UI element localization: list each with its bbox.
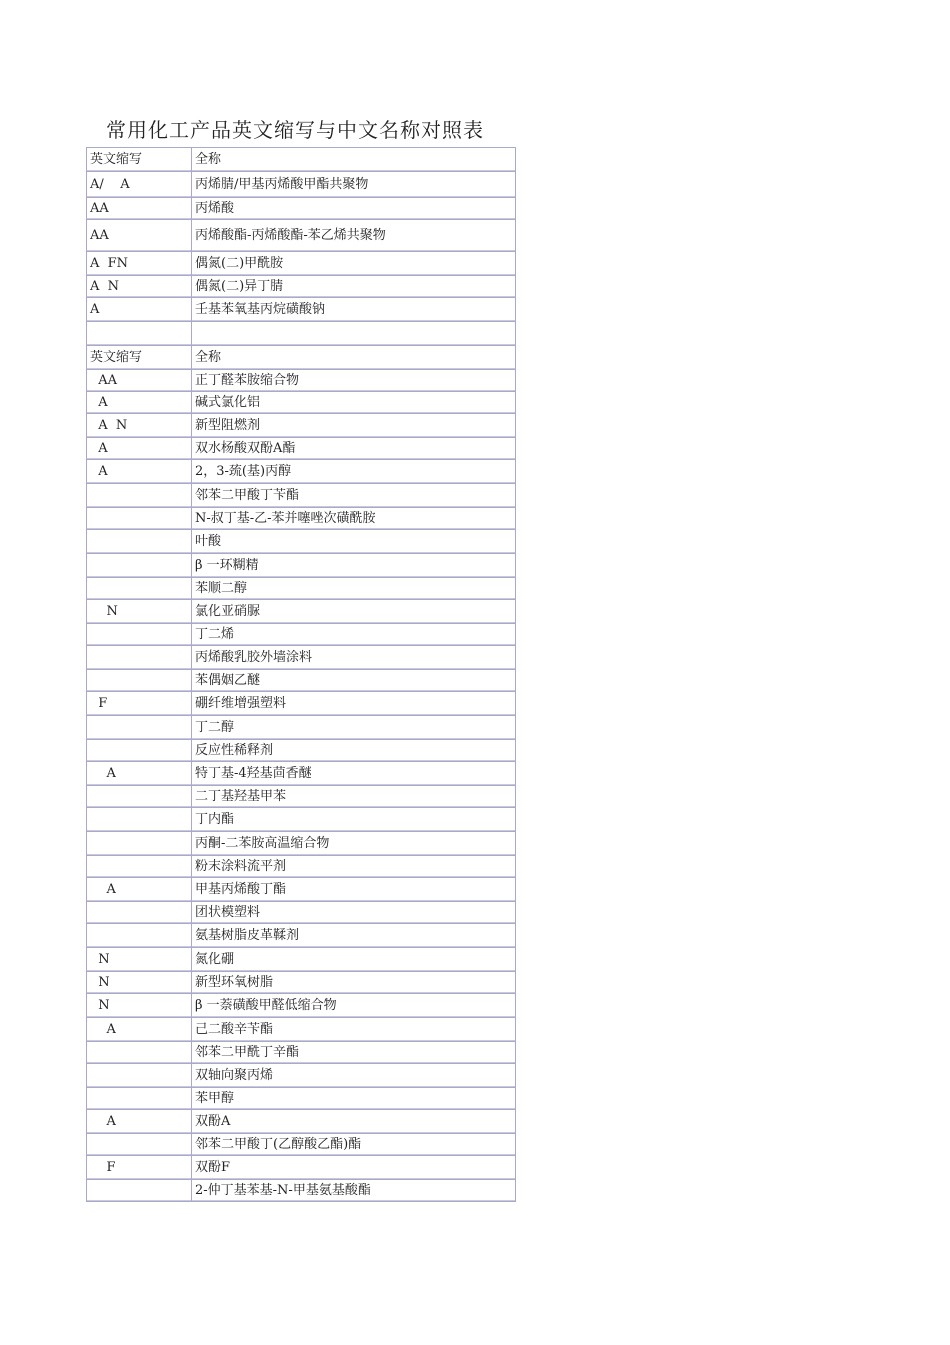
table-row: [87, 578, 516, 600]
fullname-cell: 团状模塑料: [192, 902, 516, 924]
abbreviation-cell: A: [87, 392, 192, 414]
abbreviation-cell: [87, 646, 192, 670]
table-row: [87, 832, 516, 856]
header-abbreviation-cell: 英文缩写: [87, 148, 192, 172]
table-row: [87, 902, 516, 924]
table-header-row: [87, 346, 516, 370]
fullname-cell: 丙烯酸酯-丙烯酸酯-苯乙烯共聚物: [192, 220, 516, 252]
fullname-cell: 丙酮-二苯胺高温缩合物: [192, 832, 516, 856]
fullname-cell: 特丁基-4羟基茴香醚: [192, 762, 516, 786]
abbreviation-cell: [87, 856, 192, 878]
fullname-cell: 甲基丙烯酸丁酯: [192, 878, 516, 902]
fullname-cell: N-叔丁基-乙-苯并噻唑次磺酰胺: [192, 508, 516, 530]
fullname-cell: 氮化硼: [192, 948, 516, 972]
table-row: [87, 1110, 516, 1134]
fullname-cell: 偶氮(二)异丁腈: [192, 276, 516, 298]
table-row: [87, 414, 516, 438]
page-title: 常用化工产品英文缩写与中文名称对照表: [106, 118, 484, 142]
fullname-cell: 邻苯二甲酸丁苄酯: [192, 484, 516, 508]
fullname-cell: 壬基苯氧基丙烷磺酸钠: [192, 298, 516, 322]
table-row: [87, 646, 516, 670]
table-row: [87, 1156, 516, 1180]
fullname-cell: 粉末涂料流平剂: [192, 856, 516, 878]
fullname-cell: 碱式氯化铝: [192, 392, 516, 414]
abbreviation-cell: [87, 808, 192, 832]
abbreviation-cell: A: [87, 438, 192, 460]
table-row: [87, 924, 516, 948]
fullname-cell: 己二酸辛苄酯: [192, 1018, 516, 1042]
table-row: [87, 460, 516, 484]
header-fullname-cell: 全称: [192, 346, 516, 370]
fullname-cell: 新型环氧树脂: [192, 972, 516, 994]
abbreviation-cell: AA: [87, 220, 192, 252]
fullname-cell: 双酚A: [192, 1110, 516, 1134]
abbreviation-cell: N: [87, 948, 192, 972]
abbreviation-cell: A: [87, 878, 192, 902]
fullname-cell: 丁二烯: [192, 624, 516, 646]
header-fullname-cell: 全称: [192, 148, 516, 172]
abbreviation-cell: [87, 670, 192, 692]
abbreviation-cell: [87, 1134, 192, 1156]
table-row: [87, 220, 516, 252]
table-row: [87, 948, 516, 972]
abbreviation-cell: [87, 554, 192, 578]
abbreviation-cell: A FN: [87, 252, 192, 276]
abbreviation-cell: A N: [87, 276, 192, 298]
abbreviation-cell: N: [87, 972, 192, 994]
fullname-cell: 双酚F: [192, 1156, 516, 1180]
table-row: [87, 692, 516, 716]
table-row: [87, 1042, 516, 1064]
table-row: [87, 438, 516, 460]
abbreviation-cell: A: [87, 1110, 192, 1134]
fullname-cell: 丙烯酸: [192, 198, 516, 220]
abbreviation-cell: [87, 484, 192, 508]
fullname-cell: 苯偶姻乙醚: [192, 670, 516, 692]
abbreviation-cell: A/ A: [87, 172, 192, 198]
table-row: [87, 298, 516, 322]
table-row: [87, 198, 516, 220]
fullname-cell: 硼纤维增强塑料: [192, 692, 516, 716]
abbreviation-cell: N: [87, 994, 192, 1018]
abbreviation-cell: AA: [87, 198, 192, 220]
abbreviation-cell: [87, 1042, 192, 1064]
abbreviation-cell: [87, 1088, 192, 1110]
abbreviation-cell: [87, 322, 192, 346]
fullname-cell: 邻苯二甲酸丁(乙醇酸乙酯)酯: [192, 1134, 516, 1156]
abbreviation-cell: F: [87, 1156, 192, 1180]
table-row: [87, 624, 516, 646]
table-header-row: [87, 148, 516, 172]
fullname-cell: 丙烯酸乳胶外墙涂料: [192, 646, 516, 670]
abbreviation-cell: F: [87, 692, 192, 716]
fullname-cell: 叶酸: [192, 530, 516, 554]
header-abbreviation-cell: 英文缩写: [87, 346, 192, 370]
abbreviation-table: [86, 147, 516, 1202]
abbreviation-cell: [87, 530, 192, 554]
table-row: [87, 508, 516, 530]
fullname-cell: 丁内酯: [192, 808, 516, 832]
table-row: [87, 370, 516, 392]
table-row: [87, 856, 516, 878]
abbreviation-cell: [87, 740, 192, 762]
table-row: [87, 252, 516, 276]
table-row: [87, 554, 516, 578]
abbreviation-cell: [87, 578, 192, 600]
fullname-cell: β 一萘磺酸甲醛低缩合物: [192, 994, 516, 1018]
abbreviation-cell: A: [87, 298, 192, 322]
table-row: [87, 994, 516, 1018]
abbreviation-cell: [87, 786, 192, 808]
fullname-cell: 邻苯二甲酰丁辛酯: [192, 1042, 516, 1064]
table-row: [87, 276, 516, 298]
fullname-cell: 氯化亚硝脲: [192, 600, 516, 624]
fullname-cell: 双轴向聚丙烯: [192, 1064, 516, 1088]
abbreviation-cell: [87, 716, 192, 740]
fullname-cell: β 一环糊精: [192, 554, 516, 578]
table-row: [87, 392, 516, 414]
abbreviation-cell: A N: [87, 414, 192, 438]
abbreviation-cell: N: [87, 600, 192, 624]
abbreviation-cell: [87, 832, 192, 856]
table-spacer-row: [87, 322, 516, 346]
abbreviation-cell: [87, 508, 192, 530]
fullname-cell: 丙烯腈/甲基丙烯酸甲酯共聚物: [192, 172, 516, 198]
fullname-cell: 苯顺二醇: [192, 578, 516, 600]
fullname-cell: 2，3-巯(基)丙醇: [192, 460, 516, 484]
abbreviation-cell: A: [87, 460, 192, 484]
abbreviation-cell: [87, 902, 192, 924]
table-row: [87, 484, 516, 508]
fullname-cell: 正丁醛苯胺缩合物: [192, 370, 516, 392]
abbreviation-cell: [87, 1180, 192, 1202]
fullname-cell: 丁二醇: [192, 716, 516, 740]
table-row: [87, 670, 516, 692]
fullname-cell: 新型阻燃剂: [192, 414, 516, 438]
table-row: [87, 1134, 516, 1156]
abbreviation-cell: A: [87, 762, 192, 786]
table-row: [87, 808, 516, 832]
table-row: [87, 762, 516, 786]
fullname-cell: 苯甲醇: [192, 1088, 516, 1110]
table-row: [87, 530, 516, 554]
table-row: [87, 1180, 516, 1202]
table-row: [87, 1064, 516, 1088]
abbreviation-cell: A: [87, 1018, 192, 1042]
fullname-cell: 二丁基羟基甲苯: [192, 786, 516, 808]
table-row: [87, 1018, 516, 1042]
table-row: [87, 786, 516, 808]
fullname-cell: [192, 322, 516, 346]
fullname-cell: 反应性稀释剂: [192, 740, 516, 762]
fullname-cell: 氨基树脂皮革鞣剂: [192, 924, 516, 948]
table-row: [87, 878, 516, 902]
table-row: [87, 172, 516, 198]
table-row: [87, 1088, 516, 1110]
table-row: [87, 740, 516, 762]
abbreviation-cell: [87, 624, 192, 646]
abbreviation-cell: [87, 924, 192, 948]
table-row: [87, 600, 516, 624]
table-row: [87, 972, 516, 994]
fullname-cell: 偶氮(二)甲酰胺: [192, 252, 516, 276]
fullname-cell: 双水杨酸双酚A酯: [192, 438, 516, 460]
abbreviation-cell: [87, 1064, 192, 1088]
abbreviation-cell: AA: [87, 370, 192, 392]
table-row: [87, 716, 516, 740]
fullname-cell: 2-仲丁基苯基-N-甲基氨基酸酯: [192, 1180, 516, 1202]
